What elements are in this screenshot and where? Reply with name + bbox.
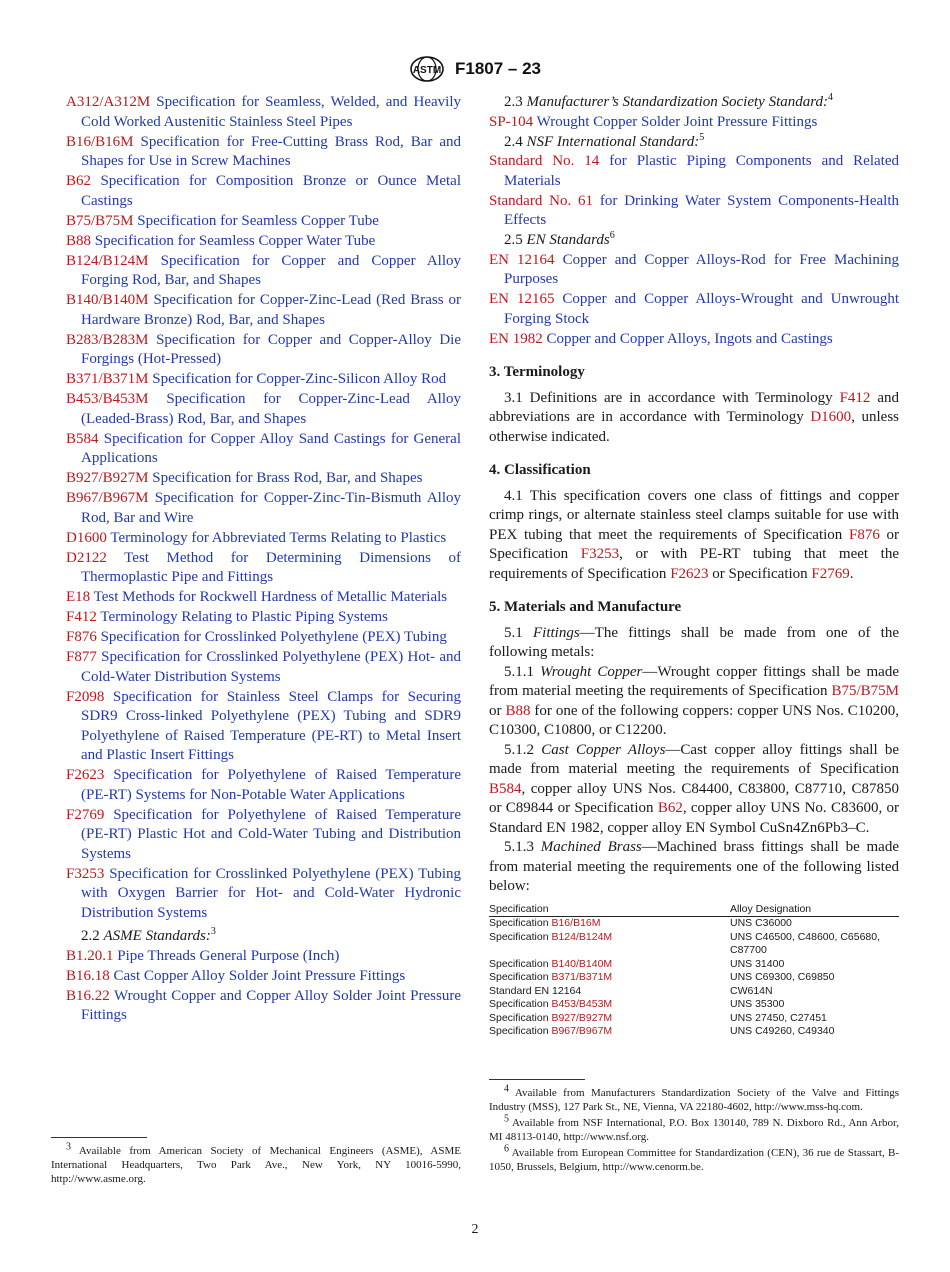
ref-link-b1-20-1[interactable]: B1.20.1 bbox=[66, 947, 114, 964]
svg-text:ASTM: ASTM bbox=[412, 65, 442, 76]
reference-item bbox=[66, 252, 461, 291]
reference-title: Terminology for Abbreviated Terms Relating to Plastics bbox=[110, 529, 447, 546]
footnote-6: $^6$ Available from European Committee for Standardization (CEN), 36 rue de Stassart, B-1050, Brussels, Belgium, http://www.cenorm.be. bbox=[489, 1143, 899, 1173]
reference-title: Copper and Copper Alloys-Wrought and Unwrought Forging Stock bbox=[504, 291, 900, 327]
section-5-1-1: 5.1.1 Wrought Copper—Wrought copper fittings shall be made from material meeting the requirements of Specification B75/B75M or B88 for one of the following coppers: copper UNS Nos. C10200, C10300, C10800, or C12200. bbox=[489, 663, 900, 738]
cell-specification bbox=[489, 958, 730, 972]
reference-item bbox=[66, 133, 461, 172]
reference-item bbox=[66, 766, 461, 805]
column-header-specification: Specification bbox=[489, 903, 730, 917]
ref-link-b967-b967m[interactable]: B967/B967M bbox=[551, 1025, 613, 1037]
cell-specification bbox=[489, 998, 730, 1012]
asme-reference-list bbox=[66, 947, 461, 1026]
ref-link-b16-b16m[interactable]: B16/B16M bbox=[66, 133, 134, 150]
reference-title: Specification for Copper and Copper-Alloy Die Forgings (Hot-Pressed) bbox=[81, 331, 461, 367]
ref-link-f2623[interactable]: F2623 bbox=[670, 565, 709, 582]
en-heading: 2.5 EN Standards$^6$ bbox=[504, 230, 615, 248]
reference-title: Test Method for Determining Dimensions of Thermoplastic Pipe and Fittings bbox=[81, 549, 462, 585]
astm-reference-list bbox=[66, 93, 461, 923]
ref-link-b283-b283m[interactable]: B283/B283M bbox=[66, 331, 149, 348]
section-5-1-2: 5.1.2 Cast Copper Alloys—Cast copper alloy fittings shall be made from material meeting the requirements of Specification B584, copper alloy UNS Nos. C84400, C83800, C87710, C87850 or C89844 or Specification B62, copper alloy UNS No. C83600, or Standard EN 1982, copper alloy EN Symbol CuSn4Zn6Pb3–C. bbox=[489, 741, 900, 836]
footnotes-right bbox=[489, 1079, 899, 1176]
reference-title: Terminology Relating to Plastic Piping Systems bbox=[100, 609, 389, 625]
mss-reference-list bbox=[489, 113, 899, 133]
reference-title: Specification for Copper and Copper Alloy Forging Rod, Bar, and Shapes bbox=[81, 252, 461, 288]
section-5-heading: 5. Materials and Manufacture bbox=[489, 599, 682, 615]
reference-item bbox=[66, 588, 461, 608]
reference-item bbox=[66, 549, 461, 588]
table-row bbox=[489, 971, 899, 985]
reference-title: Specification for Free-Cutting Brass Rod, Bar and Shapes for Use in Screw Machines bbox=[81, 133, 462, 169]
footnote-5: $^5$ Available from NSF International, P.O. Box 130140, 789 N. Dixboro Rd., Ann Arbor, MI 48113-0140, http://www.nsf.org. bbox=[489, 1113, 899, 1143]
reference-title: Specification for Stainless Steel Clamps for Securing SDR9 Cross-linked Polyethylene (PEX) Tubing and SDR9 Polyethylene of Raised Temperature (PE-RT) to Metal Insert and Plastic Insert Fittings bbox=[81, 688, 461, 763]
spec-prefix: Specification bbox=[489, 1025, 549, 1037]
mss-heading: 2.3 Manufacturer’s Standardization Society Standard:$^4$ bbox=[504, 92, 834, 110]
table-row bbox=[489, 917, 899, 931]
reference-title: for Drinking Water System Components-Health Effects bbox=[504, 192, 899, 228]
ref-link-b62[interactable]: B62 bbox=[657, 800, 683, 816]
ref-link-en-12165[interactable]: EN 12165 bbox=[489, 291, 555, 307]
reference-item bbox=[66, 628, 461, 648]
cell-alloy: UNS C36000 bbox=[730, 917, 792, 929]
reference-item bbox=[66, 947, 461, 967]
ref-link-b967-b967m[interactable]: B967/B967M bbox=[66, 490, 149, 506]
reference-item bbox=[66, 529, 461, 549]
ref-link-b371-b371m[interactable]: B371/B371M bbox=[551, 971, 613, 983]
reference-title: Specification for Crosslinked Polyethylene (PEX) Hot- and Cold-Water Distribution Systems bbox=[81, 649, 461, 685]
ref-link-b75[interactable]: B75/B75M bbox=[831, 683, 899, 699]
ref-link-b584[interactable]: B584 bbox=[66, 430, 99, 447]
reference-item bbox=[66, 291, 461, 330]
reference-title: Pipe Threads General Purpose (Inch) bbox=[117, 947, 340, 964]
reference-item bbox=[66, 865, 461, 924]
ref-link-b124-b124m[interactable]: B124/B124M bbox=[551, 930, 613, 943]
ref-link-b88[interactable]: B88 bbox=[66, 232, 92, 249]
ref-link-b16-22[interactable]: B16.22 bbox=[66, 987, 110, 1004]
ref-link-b75-b75m[interactable]: B75/B75M bbox=[66, 212, 134, 229]
reference-title: Specification for Composition Bronze or Ounce Metal Castings bbox=[81, 173, 462, 209]
right-column bbox=[489, 93, 899, 1039]
footnote-3: $^3$ Available from American Society of Mechanical Engineers (ASME), ASME International Headquarters, Two Park Ave., New York, NY 10016-5990, http://www.asme.org. bbox=[51, 1141, 461, 1185]
spec-prefix: Specification bbox=[489, 957, 549, 970]
reference-title: Copper and Copper Alloys-Rod for Free Machining Purposes bbox=[504, 251, 900, 287]
table-row bbox=[489, 998, 899, 1012]
spec-prefix: Specification bbox=[489, 971, 549, 983]
alloy-table bbox=[489, 903, 899, 1039]
reference-item bbox=[66, 212, 461, 232]
ref-link-b140-b140m[interactable]: B140/B140M bbox=[66, 292, 149, 308]
table-row bbox=[489, 1025, 899, 1039]
reference-item bbox=[66, 370, 461, 390]
reference-title: Wrought Copper Solder Joint Pressure Fittings bbox=[536, 113, 818, 130]
table-header-row bbox=[489, 903, 899, 917]
table-row bbox=[489, 1012, 899, 1026]
reference-item bbox=[489, 152, 899, 191]
astm-logo-icon bbox=[409, 56, 445, 82]
ref-link-b124-b124m[interactable]: B124/B124M bbox=[66, 252, 149, 269]
reference-title: for Plastic Piping Components and Related Materials bbox=[504, 153, 899, 189]
ref-link-d2122[interactable]: D2122 bbox=[66, 549, 107, 566]
ref-link-en-12164[interactable]: EN 12164 bbox=[489, 251, 555, 268]
cell-alloy: UNS C46500, C48600, C65680, C87700 bbox=[730, 930, 881, 956]
reference-title: Specification for Polyethylene of Raised Temperature (PE-RT) Plastic Hot and Cold-Water Tubing and Distribution Systems bbox=[81, 806, 462, 862]
spec-prefix: Specification bbox=[489, 1011, 549, 1024]
cell-alloy: UNS 35300 bbox=[730, 998, 785, 1010]
nsf-heading: 2.4 NSF International Standard:$^5$ bbox=[504, 131, 705, 150]
cell-specification bbox=[489, 1012, 730, 1026]
reference-title: Specification for Crosslinked Polyethylene (PEX) Tubing bbox=[100, 629, 447, 645]
ref-link-f877[interactable]: F877 bbox=[66, 649, 97, 665]
ref-link-f2769[interactable]: F2769 bbox=[66, 806, 105, 823]
spec-prefix: Specification bbox=[489, 998, 549, 1010]
ref-link-f3253[interactable]: F3253 bbox=[580, 546, 620, 562]
reference-item bbox=[66, 608, 461, 628]
ref-link-f876[interactable]: F876 bbox=[849, 526, 880, 543]
reference-item bbox=[66, 331, 461, 370]
ref-link-f2623[interactable]: F2623 bbox=[66, 767, 105, 783]
reference-item bbox=[66, 390, 461, 429]
ref-link-b88[interactable]: B88 bbox=[505, 702, 531, 719]
reference-item bbox=[489, 330, 899, 350]
reference-title: Specification for Brass Rod, Bar, and Shapes bbox=[152, 470, 423, 486]
ref-link-en-1982[interactable]: EN 1982 bbox=[489, 330, 543, 347]
cell-alloy: UNS C49260, C49340 bbox=[730, 1025, 835, 1037]
table-row bbox=[489, 931, 899, 958]
reference-title: Specification for Polyethylene of Raised Temperature (PE-RT) Systems for Non-Potable Water Applications bbox=[81, 767, 462, 803]
footnote-divider bbox=[489, 1079, 585, 1080]
reference-item bbox=[489, 290, 899, 329]
cell-specification bbox=[489, 931, 730, 958]
column-header-alloy: Alloy Designation bbox=[730, 903, 899, 917]
reference-title: Cast Copper Alloy Solder Joint Pressure Fittings bbox=[113, 967, 406, 984]
cell-specification bbox=[489, 917, 730, 931]
spec-prefix: Specification bbox=[489, 917, 549, 929]
reference-item bbox=[66, 806, 461, 865]
footnote-4: $^4$ Available from Manufacturers Standardization Society of the Valve and Fittings Industry (MSS), 127 Park St., NE, Vienna, VA 22180-4602, http://www.mss-hq.com. bbox=[489, 1083, 899, 1113]
ref-link-standard-no-14[interactable]: Standard No. 14 bbox=[489, 153, 600, 169]
ref-link-b453-b453m[interactable]: B453/B453M bbox=[66, 391, 149, 407]
table-row bbox=[489, 958, 899, 972]
reference-title: Test Methods for Rockwell Hardness of Metallic Materials bbox=[93, 589, 448, 605]
reference-item bbox=[66, 489, 461, 528]
reference-item bbox=[66, 688, 461, 766]
ref-link-standard-no-61[interactable]: Standard No. 61 bbox=[489, 192, 594, 209]
ref-link-d1600[interactable]: D1600 bbox=[66, 529, 107, 546]
cell-alloy: UNS C69300, C69850 bbox=[730, 971, 835, 983]
document-id: F1807 – 23 bbox=[454, 59, 541, 78]
spec-prefix: Standard EN 12164 bbox=[489, 984, 582, 997]
ref-link-f3253[interactable]: F3253 bbox=[66, 865, 105, 882]
ref-link-f2769[interactable]: F2769 bbox=[811, 565, 850, 582]
reference-item bbox=[66, 469, 461, 489]
reference-item bbox=[489, 192, 899, 231]
ref-link-f412[interactable]: F412 bbox=[66, 609, 97, 625]
section-5-1: 5.1 Fittings—The fittings shall be made from one of the following metals: bbox=[489, 624, 900, 660]
ref-link-b927-b927m[interactable]: B927/B927M bbox=[66, 470, 149, 486]
ref-link-b453-b453m[interactable]: B453/B453M bbox=[551, 998, 613, 1010]
section-3-1: 3.1 Definitions are in accordance with Terminology F412 and abbreviations are in accordance with Terminology D1600, unless otherwise indicated. bbox=[489, 389, 900, 445]
reference-title: Specification for Seamless Copper Tube bbox=[137, 212, 379, 229]
reference-title: Specification for Seamless, Welded, and Heavily Cold Worked Austenitic Stainless Steel Pipes bbox=[81, 94, 461, 130]
reference-title: Specification for Copper-Zinc-Tin-Bismuth Alloy Rod, Bar and Wire bbox=[81, 490, 462, 526]
reference-item bbox=[66, 987, 461, 1026]
reference-title: Specification for Copper Alloy Sand Castings for General Applications bbox=[81, 430, 461, 466]
reference-item bbox=[66, 172, 461, 211]
section-4-heading: 4. Classification bbox=[489, 462, 591, 478]
reference-title: Specification for Seamless Copper Water Tube bbox=[94, 232, 376, 249]
cell-specification bbox=[489, 971, 730, 985]
reference-title: Specification for Copper-Zinc-Silicon Alloy Rod bbox=[152, 371, 447, 387]
reference-item bbox=[66, 430, 461, 469]
reference-title: Specification for Copper-Zinc-Lead (Red Brass or Hardware Bronze) Rod, Bar, and Shapes bbox=[81, 292, 462, 328]
ref-link-a312-a312m[interactable]: A312/A312M bbox=[66, 94, 151, 110]
section-4-1: 4.1 This specification covers one class of fittings and copper crimp rings, or alternate stainless steel clamps suitable for use with PEX tubing that meet the requirements of Specification F876 or Specification F3253, or with PE-RT tubing that meet the requirements of Specification F2623 or Specification F2769. bbox=[489, 487, 900, 582]
section-5-1-3: 5.1.3 Machined Brass—Machined brass fittings shall be made from material meeting the requirements one of the following listed below: bbox=[489, 839, 900, 894]
left-column bbox=[66, 93, 461, 1026]
cell-alloy: CW614N bbox=[730, 984, 773, 997]
asme-heading: 2.2 ASME Standards:$^3$ bbox=[81, 926, 216, 944]
cell-alloy: UNS 31400 bbox=[730, 957, 785, 970]
ref-link-e18[interactable]: E18 bbox=[66, 589, 91, 605]
ref-link-b140-b140m[interactable]: B140/B140M bbox=[551, 957, 613, 970]
ref-link-b62[interactable]: B62 bbox=[66, 173, 92, 189]
ref-link-f412[interactable]: F412 bbox=[839, 389, 871, 406]
ref-link-b16-b16m[interactable]: B16/B16M bbox=[551, 917, 601, 929]
page-number: 2 bbox=[471, 1222, 479, 1237]
ref-link-b584[interactable]: B584 bbox=[489, 780, 522, 797]
ref-link-d1600[interactable]: D1600 bbox=[810, 409, 852, 425]
footnotes-left bbox=[51, 1137, 461, 1188]
reference-title: Copper and Copper Alloys, Ingots and Castings bbox=[546, 330, 833, 347]
ref-link-b927-b927m[interactable]: B927/B927M bbox=[551, 1011, 613, 1024]
reference-item bbox=[489, 251, 899, 290]
spec-prefix: Specification bbox=[489, 930, 549, 943]
footnote-divider bbox=[51, 1137, 147, 1138]
table-row bbox=[489, 985, 899, 999]
reference-item bbox=[489, 113, 899, 133]
reference-title: Wrought Copper and Copper Alloy Solder Joint Pressure Fittings bbox=[81, 987, 461, 1023]
ref-link-b16-18[interactable]: B16.18 bbox=[66, 967, 110, 984]
reference-item bbox=[66, 648, 461, 687]
ref-link-f2098[interactable]: F2098 bbox=[66, 688, 105, 705]
cell-specification bbox=[489, 985, 730, 999]
nsf-reference-list bbox=[489, 152, 899, 231]
en-reference-list bbox=[489, 251, 899, 350]
reference-item bbox=[66, 232, 461, 252]
page-header bbox=[0, 56, 950, 82]
reference-title: Specification for Crosslinked Polyethylene (PEX) Tubing with Oxygen Barrier for Hot- and Cold-Water Hydronic Distribution Systems bbox=[81, 865, 462, 921]
ref-link-f876[interactable]: F876 bbox=[66, 629, 97, 645]
ref-link-b371-b371m[interactable]: B371/B371M bbox=[66, 371, 149, 387]
section-3-heading: 3. Terminology bbox=[489, 364, 585, 380]
ref-link-sp-104[interactable]: SP-104 bbox=[489, 113, 534, 130]
reference-item bbox=[66, 93, 461, 132]
reference-item bbox=[66, 967, 461, 987]
cell-alloy: UNS 27450, C27451 bbox=[730, 1011, 827, 1024]
reference-title: Specification for Copper-Zinc-Lead Alloy (Leaded-Brass) Rod, Bar, and Shapes bbox=[81, 391, 461, 427]
cell-specification bbox=[489, 1025, 730, 1039]
